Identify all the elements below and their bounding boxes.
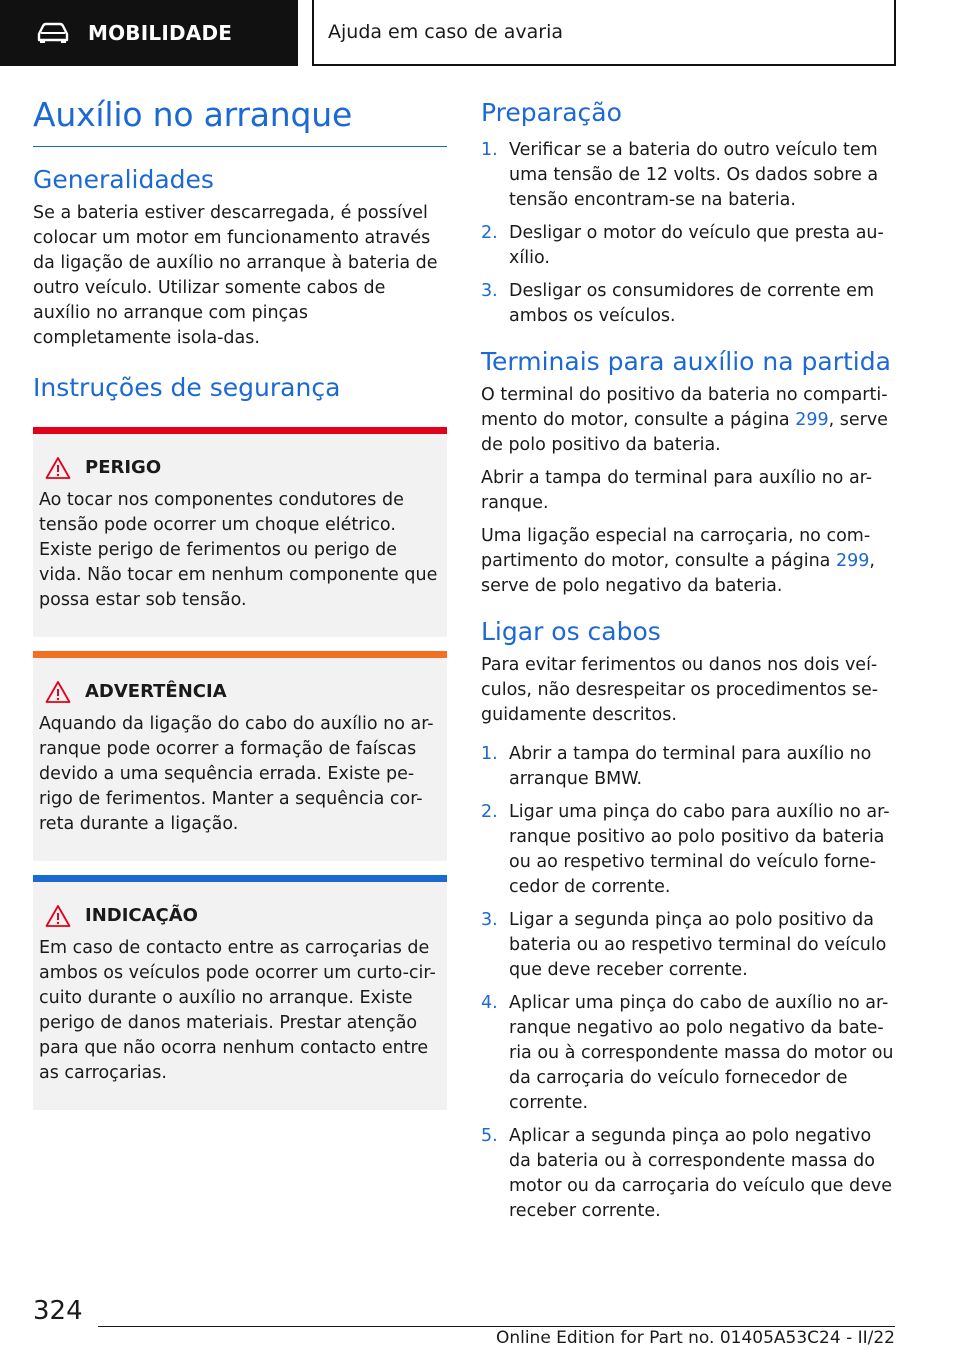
cables-steps <box>481 742 895 1224</box>
safety-heading: Instruções de segurança <box>33 372 341 402</box>
warning-triangle-icon <box>45 456 71 480</box>
warning-bar <box>33 427 447 434</box>
footer-divider <box>98 1326 895 1327</box>
terminals-text-2: Abrir a tampa do terminal para auxílio no ar-ranque. <box>481 468 873 513</box>
cables-heading: Ligar os cabos <box>481 617 661 646</box>
terminals-text-3: Uma ligação especial na carroçaria, no com-partimento do motor, consulte a página 299, serve de polo negativo da bateria. <box>481 526 875 596</box>
list-item: 2. Ligar uma pinça do cabo para auxílio no ar-ranque positivo ao polo positivo da bateria ou ao respetivo terminal do veículo forne-cedor de corrente. <box>481 802 890 897</box>
right-column <box>481 98 895 1238</box>
page-title: Auxílio no arranque <box>33 96 447 147</box>
warning-title: PERIGO <box>85 457 162 479</box>
page-link[interactable]: 299 <box>835 551 870 571</box>
warning-box-danger <box>33 427 447 637</box>
warning-title: ADVERTÊNCIA <box>85 681 227 703</box>
page-link[interactable]: 299 <box>795 410 829 430</box>
chapter-tab <box>312 0 896 66</box>
warning-text: Em caso de contacto entre as carroçarias de ambos os veículos pode ocorrer um curto-cir-cuito durante o auxílio no arranque. Existe perigo de danos materiais. Prestar atenção para que não ocorra nenhum contacto entre as carroçarias. <box>39 937 436 1083</box>
warning-triangle-icon <box>45 680 71 704</box>
prep-steps <box>481 138 895 329</box>
section-tab <box>0 0 298 66</box>
list-item: 3. Ligar a segunda pinça ao polo positivo da bateria ou ao respetivo terminal do veículo que deve receber corrente. <box>481 910 887 980</box>
warning-bar <box>33 875 447 882</box>
car-icon <box>36 22 70 44</box>
warning-text: Ao tocar nos componentes condutores de tensão pode ocorrer um choque elétrico. Existe perigo de ferimentos ou perigo de vida. Não tocar em nenhum componente que possa estar sob tensão. <box>39 489 438 610</box>
general-text: Se a bateria estiver descarregada, é possível colocar um motor em funcionamento através da ligação de auxílio no arranque à bateria de outro veículo. Utilizar somente cabos de auxílio no arranque com pinças completamente isola-das. <box>33 202 438 348</box>
list-item: 3. Desligar os consumidores de corrente em ambos os veículos. <box>481 281 874 326</box>
warning-triangle-icon <box>45 904 71 928</box>
warning-title: INDICAÇÃO <box>85 905 198 927</box>
warning-text: Aquando da ligação do cabo do auxílio no ar-ranque pode ocorrer a formação de faíscas devido a uma sequência errada. Existe pe-rigo de ferimentos. Manter a sequência cor-reta durante a ligação. <box>39 713 434 834</box>
terminals-text-1: O terminal do positivo da bateria no comparti-mento do motor, consulte a página 299, serve de polo positivo da bateria. <box>481 385 888 455</box>
list-item: 2. Desligar o motor do veículo que presta au-xílio. <box>481 223 884 268</box>
list-item: 1. Verificar se a bateria do outro veículo tem uma tensão de 12 volts. Os dados sobre a tensão encontram-se na bateria. <box>481 140 879 210</box>
terminals-heading: Terminais para auxílio na partida <box>481 347 891 376</box>
warning-box-notice <box>33 875 447 1110</box>
section-title: MOBILIDADE <box>88 21 233 45</box>
edition-note: Online Edition for Part no. 01405A53C24 - II/22 <box>495 1328 895 1348</box>
prep-heading: Preparação <box>481 98 622 127</box>
left-column <box>33 96 447 1124</box>
cables-intro: Para evitar ferimentos ou danos nos dois veí-culos, não desrespeitar os procedimentos se-guidamente descritos. <box>481 655 879 725</box>
warning-box-warning <box>33 651 447 861</box>
warning-bar <box>33 651 447 658</box>
list-item: 4. Aplicar uma pinça do cabo de auxílio no ar-ranque negativo ao polo negativo da bate-ria ou à correspondente massa do motor ou da carroçaria do veículo fornecedor de corrente. <box>481 993 894 1113</box>
general-heading: Generalidades <box>33 164 214 194</box>
page-number: 324 <box>33 1296 83 1326</box>
chapter-title: Ajuda em caso de avaria <box>328 21 564 43</box>
list-item: 1. Abrir a tampa do terminal para auxílio no arranque BMW. <box>481 744 872 789</box>
list-item: 5. Aplicar a segunda pinça ao polo negativo da bateria ou à correspondente massa do motor ou da carroçaria do veículo que deve receber corrente. <box>481 1126 893 1221</box>
